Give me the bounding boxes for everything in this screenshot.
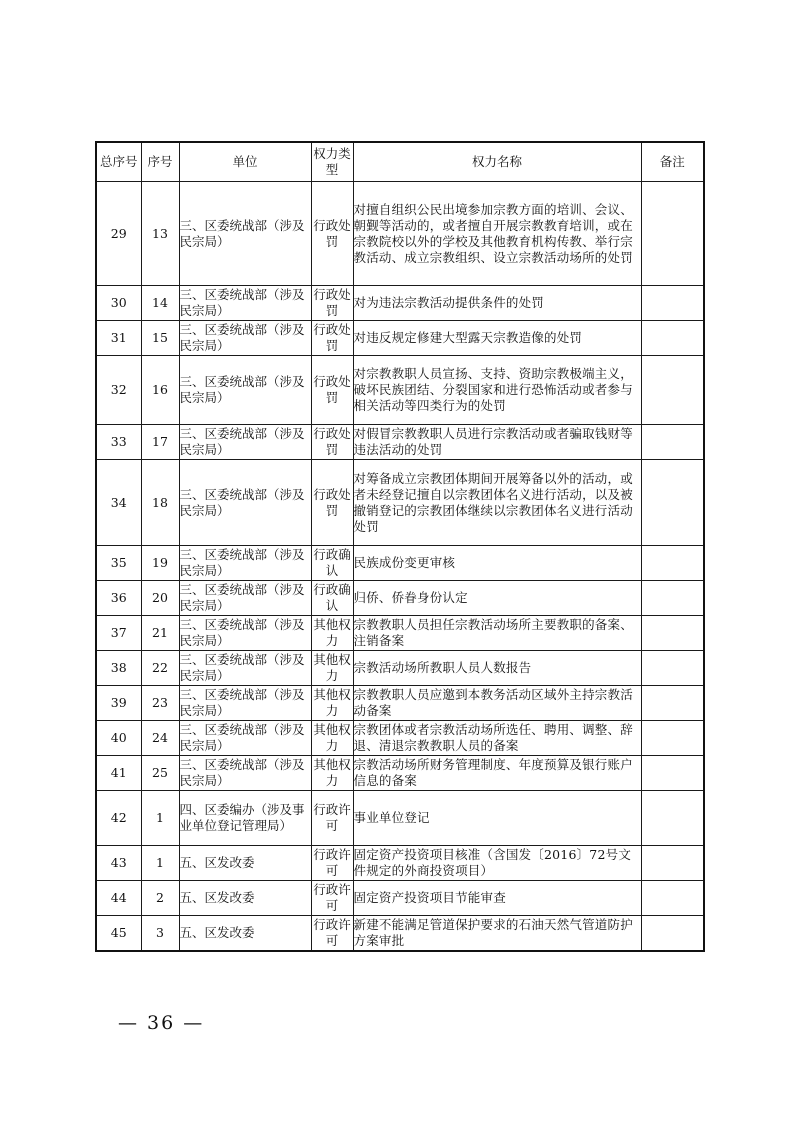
remark-cell xyxy=(641,846,704,881)
table-row xyxy=(96,321,704,356)
power-type-cell: 行政确认 xyxy=(311,546,353,581)
power-type-cell: 行政许可 xyxy=(311,916,353,951)
remark-cell xyxy=(641,756,704,791)
table-row xyxy=(96,791,704,846)
total-no-cell: 45 xyxy=(96,916,141,951)
power-name-cell: 对违反规定修建大型露天宗教造像的处罚 xyxy=(353,321,641,356)
header-power-type: 权力类型 xyxy=(311,142,353,182)
page-number: — 36 — xyxy=(118,1012,205,1034)
unit-cell: 五、区发改委 xyxy=(179,916,311,951)
table-header-row xyxy=(96,142,704,182)
remark-cell xyxy=(641,881,704,916)
seq-no-cell: 17 xyxy=(141,425,179,460)
remark-cell xyxy=(641,286,704,321)
total-no-cell: 37 xyxy=(96,616,141,651)
total-no-cell: 41 xyxy=(96,756,141,791)
table-row xyxy=(96,581,704,616)
header-unit: 单位 xyxy=(179,142,311,182)
remark-cell xyxy=(641,616,704,651)
power-name-cell: 对擅自组织公民出境参加宗教方面的培训、会议、朝觐等活动的，或者擅自开展宗教教育培训，或在宗教院校以外的学校及其他教育机构传教、举行宗教活动、成立宗教组织、设立宗教活动场所的处罚 xyxy=(353,182,641,286)
total-no-cell: 42 xyxy=(96,791,141,846)
total-no-cell: 31 xyxy=(96,321,141,356)
table-body xyxy=(96,182,704,951)
remark-cell xyxy=(641,686,704,721)
unit-cell: 三、区委统战部（涉及民宗局） xyxy=(179,460,311,546)
total-no-cell: 36 xyxy=(96,581,141,616)
power-type-cell: 行政许可 xyxy=(311,791,353,846)
power-type-cell: 其他权力 xyxy=(311,756,353,791)
unit-cell: 五、区发改委 xyxy=(179,846,311,881)
total-no-cell: 35 xyxy=(96,546,141,581)
unit-cell: 三、区委统战部（涉及民宗局） xyxy=(179,286,311,321)
table-row xyxy=(96,846,704,881)
seq-no-cell: 13 xyxy=(141,182,179,286)
table-row xyxy=(96,356,704,425)
power-type-cell: 行政处罚 xyxy=(311,425,353,460)
seq-no-cell: 1 xyxy=(141,791,179,846)
remark-cell xyxy=(641,791,704,846)
power-type-cell: 其他权力 xyxy=(311,721,353,756)
table-row xyxy=(96,425,704,460)
power-type-cell: 行政许可 xyxy=(311,881,353,916)
remark-cell xyxy=(641,651,704,686)
power-name-cell: 固定资产投资项目核准（含国发〔2016〕72号文件规定的外商投资项目） xyxy=(353,846,641,881)
remark-cell xyxy=(641,721,704,756)
unit-cell: 三、区委统战部（涉及民宗局） xyxy=(179,356,311,425)
unit-cell: 三、区委统战部（涉及民宗局） xyxy=(179,581,311,616)
seq-no-cell: 16 xyxy=(141,356,179,425)
table-row xyxy=(96,721,704,756)
power-name-cell: 对宗教教职人员宣扬、支持、资助宗教极端主义，破坏民族团结、分裂国家和进行恐怖活动或者参与相关活动等四类行为的处罚 xyxy=(353,356,641,425)
seq-no-cell: 18 xyxy=(141,460,179,546)
remark-cell xyxy=(641,916,704,951)
power-name-cell: 宗教团体或者宗教活动场所选任、聘用、调整、辞退、清退宗教教职人员的备案 xyxy=(353,721,641,756)
table-row xyxy=(96,460,704,546)
power-name-cell: 宗教教职人员担任宗教活动场所主要教职的备案、注销备案 xyxy=(353,616,641,651)
power-type-cell: 行政处罚 xyxy=(311,460,353,546)
power-name-cell: 固定资产投资项目节能审查 xyxy=(353,881,641,916)
seq-no-cell: 21 xyxy=(141,616,179,651)
unit-cell: 三、区委统战部（涉及民宗局） xyxy=(179,616,311,651)
table-row xyxy=(96,651,704,686)
remark-cell xyxy=(641,182,704,286)
total-no-cell: 44 xyxy=(96,881,141,916)
table-row xyxy=(96,916,704,951)
unit-cell: 三、区委统战部（涉及民宗局） xyxy=(179,721,311,756)
seq-no-cell: 19 xyxy=(141,546,179,581)
power-name-cell: 对假冒宗教教职人员进行宗教活动或者骗取钱财等违法活动的处罚 xyxy=(353,425,641,460)
table-row xyxy=(96,616,704,651)
table-row xyxy=(96,286,704,321)
header-seq-no: 序号 xyxy=(141,142,179,182)
unit-cell: 三、区委统战部（涉及民宗局） xyxy=(179,321,311,356)
table-row xyxy=(96,546,704,581)
header-remark: 备注 xyxy=(641,142,704,182)
unit-cell: 三、区委统战部（涉及民宗局） xyxy=(179,182,311,286)
remark-cell xyxy=(641,356,704,425)
power-name-cell: 对为违法宗教活动提供条件的处罚 xyxy=(353,286,641,321)
unit-cell: 三、区委统战部（涉及民宗局） xyxy=(179,686,311,721)
power-type-cell: 行政处罚 xyxy=(311,286,353,321)
seq-no-cell: 23 xyxy=(141,686,179,721)
header-total-no: 总序号 xyxy=(96,142,141,182)
total-no-cell: 43 xyxy=(96,846,141,881)
power-type-cell: 其他权力 xyxy=(311,651,353,686)
power-type-cell: 其他权力 xyxy=(311,616,353,651)
power-name-cell: 新建不能满足管道保护要求的石油天然气管道防护方案审批 xyxy=(353,916,641,951)
header-power-name: 权力名称 xyxy=(353,142,641,182)
unit-cell: 三、区委统战部（涉及民宗局） xyxy=(179,756,311,791)
power-type-cell: 行政处罚 xyxy=(311,356,353,425)
unit-cell: 四、区委编办（涉及事业单位登记管理局） xyxy=(179,791,311,846)
remark-cell xyxy=(641,546,704,581)
seq-no-cell: 24 xyxy=(141,721,179,756)
total-no-cell: 33 xyxy=(96,425,141,460)
total-no-cell: 40 xyxy=(96,721,141,756)
power-name-cell: 民族成份变更审核 xyxy=(353,546,641,581)
seq-no-cell: 15 xyxy=(141,321,179,356)
unit-cell: 五、区发改委 xyxy=(179,881,311,916)
table-row xyxy=(96,756,704,791)
power-type-cell: 行政处罚 xyxy=(311,321,353,356)
seq-no-cell: 20 xyxy=(141,581,179,616)
power-type-cell: 其他权力 xyxy=(311,686,353,721)
unit-cell: 三、区委统战部（涉及民宗局） xyxy=(179,425,311,460)
seq-no-cell: 14 xyxy=(141,286,179,321)
total-no-cell: 29 xyxy=(96,182,141,286)
total-no-cell: 38 xyxy=(96,651,141,686)
unit-cell: 三、区委统战部（涉及民宗局） xyxy=(179,651,311,686)
power-name-cell: 对筹备成立宗教团体期间开展筹备以外的活动，或者未经登记擅自以宗教团体名义进行活动，以及被撤销登记的宗教团体继续以宗教团体名义进行活动处罚 xyxy=(353,460,641,546)
seq-no-cell: 1 xyxy=(141,846,179,881)
table-row xyxy=(96,686,704,721)
seq-no-cell: 2 xyxy=(141,881,179,916)
power-name-cell: 归侨、侨眷身份认定 xyxy=(353,581,641,616)
table-row xyxy=(96,182,704,286)
power-type-cell: 行政确认 xyxy=(311,581,353,616)
remark-cell xyxy=(641,581,704,616)
power-type-cell: 行政处罚 xyxy=(311,182,353,286)
total-no-cell: 30 xyxy=(96,286,141,321)
remark-cell xyxy=(641,460,704,546)
seq-no-cell: 3 xyxy=(141,916,179,951)
power-name-cell: 宗教教职人员应邀到本教务活动区域外主持宗教活动备案 xyxy=(353,686,641,721)
power-list-table xyxy=(95,141,705,952)
power-name-cell: 宗教活动场所教职人员人数报告 xyxy=(353,651,641,686)
total-no-cell: 32 xyxy=(96,356,141,425)
power-name-cell: 宗教活动场所财务管理制度、年度预算及银行账户信息的备案 xyxy=(353,756,641,791)
seq-no-cell: 22 xyxy=(141,651,179,686)
remark-cell xyxy=(641,321,704,356)
table-row xyxy=(96,881,704,916)
seq-no-cell: 25 xyxy=(141,756,179,791)
power-name-cell: 事业单位登记 xyxy=(353,791,641,846)
power-type-cell: 行政许可 xyxy=(311,846,353,881)
total-no-cell: 34 xyxy=(96,460,141,546)
remark-cell xyxy=(641,425,704,460)
total-no-cell: 39 xyxy=(96,686,141,721)
unit-cell: 三、区委统战部（涉及民宗局） xyxy=(179,546,311,581)
